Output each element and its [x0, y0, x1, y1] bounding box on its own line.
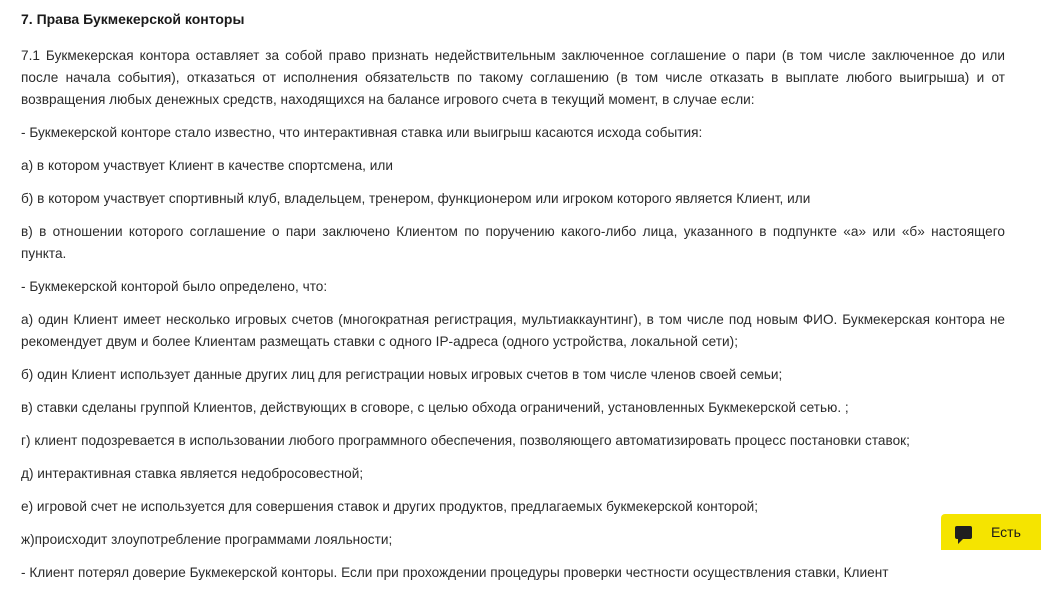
paragraph-software: г) клиент подозревается в использовании любого программного обеспечения, позволяющего автоматизировать процесс постановки ставок; [21, 433, 910, 448]
terms-document [21, 0, 1005, 595]
paragraph-item-b: б) в котором участвует спортивный клуб, владельцем, тренером, функционером или игроком которого является Клиент, или [21, 191, 811, 206]
paragraph-condition-determined: - Букмекерской конторой было определено, что: [21, 279, 328, 294]
chat-bubble-icon [955, 526, 972, 539]
chat-widget-button[interactable] [941, 514, 1041, 550]
paragraph-bad-faith: д) интерактивная ставка является недобросовестной; [21, 466, 364, 481]
section-title: 7. Права Букмекерской конторы [21, 11, 245, 27]
paragraph-7-1: 7.1 Букмекерская контора оставляет за собой право признать недействительным заключенное соглашение о пари (в том числе заключенное до или после начала события), отказаться от исполнения обязательств по такому соглашению (в том числе отказать в выплате любого выигрыша) и от возвращения любых денежных средств, находящихся на балансе игрового счета в текущий момент, в случае если: [21, 48, 1005, 107]
paragraph-lost-trust: - Клиент потерял доверие Букмекерской конторы. Если при прохождении процедуры проверки честности осуществления ставки, Клиент [21, 565, 889, 580]
paragraph-item-a: а) в котором участвует Клиент в качестве спортсмена, или [21, 158, 393, 173]
paragraph-multiaccount: а) один Клиент имеет несколько игровых счетов (многократная регистрация, мультиаккаунтинг), в том числе под новым ФИО. Букмекерская контора не рекомендует двум и более Клиентам размещать ставки с одного IP-адреса (одного устройства, локальной сети); [21, 312, 1005, 349]
paragraph-condition-known: - Букмекерской конторе стало известно, что интерактивная ставка или выигрыш касаются исхода события: [21, 125, 703, 140]
paragraph-group-collusion: в) ставки сделаны группой Клиентов, действующих в сговоре, с целью обхода ограничений, установленных Букмекерской сетью. ; [21, 400, 849, 415]
paragraph-other-persons-data: б) один Клиент использует данные других лиц для регистрации новых игровых счетов в том числе членов своей семьи; [21, 367, 783, 382]
paragraph-item-v: в) в отношении которого соглашение о пари заключено Клиентом по поручению какого-либо лица, указанного в подпункте «а» или «б» настоящего пункта. [21, 224, 1005, 261]
chat-widget-label: Есть [991, 524, 1021, 540]
paragraph-loyalty-abuse: ж)происходит злоупотребление программами лояльности; [21, 532, 393, 547]
paragraph-unused-account: е) игровой счет не используется для совершения ставок и других продуктов, предлагаемых букмекерской конторой; [21, 499, 759, 514]
